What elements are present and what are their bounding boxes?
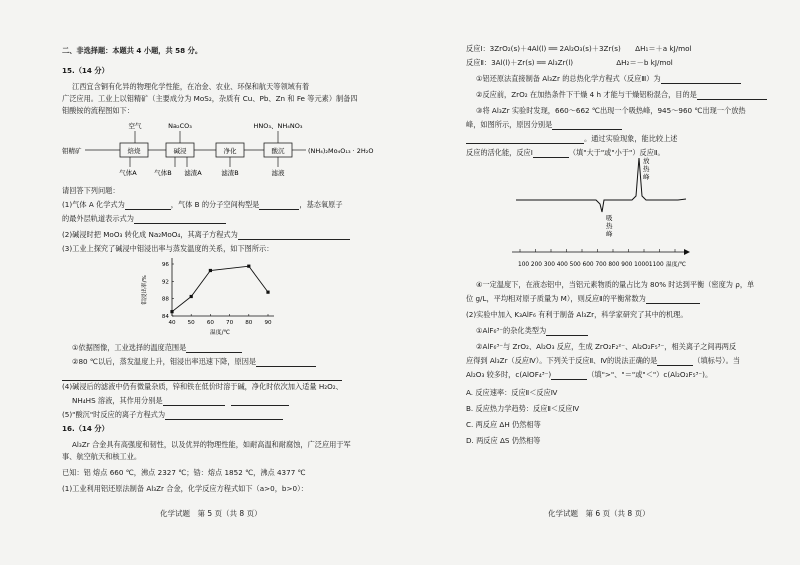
- q15-intro-1: 江西宜含铜有化异的物理化学性能，在冶金、农业、环保和航天等领域有着: [72, 82, 310, 91]
- dta-axis-label: 温度/℃: [666, 262, 687, 268]
- chart-x-tick-label: 80: [245, 320, 253, 326]
- page-6-footer: 化学试题 第 6 页（共 8 页）: [548, 509, 650, 518]
- chart-x-label: 温度/℃: [209, 330, 231, 336]
- chart-y-tick-label: 84: [161, 314, 169, 320]
- q16-2-b-2: 应得到 Al₃Zr（反应Ⅳ）。下列关于反应Ⅱ、Ⅳ的说法正确的是 （填标号）。当: [466, 356, 741, 365]
- endo-label-3: 峰: [606, 230, 613, 238]
- flow-input-na2co3: Na₂CO₃: [168, 122, 192, 130]
- page-5-footer: 化学试题 第 5 页（共 8 页）: [160, 509, 262, 518]
- exo-label-3: 峰: [643, 173, 650, 181]
- chart-data-point: [190, 295, 193, 298]
- answer-prompt: 请回答下列问题：: [62, 186, 120, 195]
- flow-input-hno3: HNO₃、NH₄NO₃: [253, 122, 303, 130]
- option-b: B. 反应热力学趋势：反应Ⅱ＜反应Ⅳ: [466, 404, 580, 413]
- q16-1-d-2: 位 g/L，平均相对原子质量为 M），则反应Ⅱ的平衡常数为: [466, 294, 700, 304]
- flow-box-roast-label: 焙烧: [127, 147, 141, 155]
- chart-x-tick-label: 90: [264, 320, 272, 326]
- flow-output-gas-a: 气体A: [119, 169, 137, 177]
- q16-2-b-3: Al₂O₃ 较多时，c(AlOF₄³⁻) （填">"、"＝"或"＜"）c(Al₂O₂F₅³⁻)。: [466, 370, 713, 379]
- q16-1-c-3: 。通过实验现象，能比较上述: [466, 134, 677, 144]
- flow-box-acid-label: 酸沉: [271, 147, 285, 155]
- option-a: A. 反应速率：反应Ⅱ＜反应Ⅳ: [466, 388, 558, 397]
- q15-4-line2: NH₄HS 溶液，其作用分别是: [72, 396, 289, 406]
- q16-heading: 16.（14 分）: [62, 424, 109, 433]
- q16-2-b: ②AlF₆³⁻与 ZrO₂、Al₂O₃ 反应，生成 ZrO₂F₂²⁻、Al₂O₂F₅³⁻，相关离子之间再两反: [476, 342, 737, 351]
- q15-4: (4)碱浸后的滤液中仍有微量杂质，锌和铁在低价时溶于碱，净化时依次加入适量 H₂O₂、: [62, 382, 343, 391]
- flow-box-purify-label: 净化: [223, 147, 237, 155]
- dta-tick-labels: 100 200 300 400 500 600 700 800 900 10001100: [518, 262, 664, 268]
- q16-intro-2: 事、航空航天和核工业。: [62, 452, 142, 461]
- exo-label-2: 热: [643, 165, 650, 173]
- q16-1: (1)工业利用铝还原法制备 Al₃Zr 合金，化学反应方程式如下（a>0，b>0）：: [62, 484, 308, 493]
- chart-y-label: 钼浸出率/%: [142, 275, 148, 305]
- option-c: C. 两反应 ΔH 仍然相等: [466, 420, 541, 429]
- chart-x-tick-label: 60: [206, 320, 214, 326]
- chart-x-tick-label: 40: [168, 320, 176, 326]
- q15-3-a: ①依据图像，工业选择的温度范围是: [72, 343, 242, 353]
- flow-product: (NH₄)₂Mo₄O₁₃ · 2H₂O: [308, 147, 374, 155]
- flow-output-residue-b: 滤渣B: [221, 169, 239, 177]
- process-flow-diagram: [60, 118, 380, 180]
- chart-data-point: [170, 310, 173, 313]
- chart-series-line: [172, 266, 268, 312]
- chart-data-point: [266, 291, 269, 294]
- flow-output-filtrate: 滤液: [271, 169, 285, 177]
- q16-1-c-2: 峰，如图所示，原因分别是: [466, 120, 622, 130]
- endo-label-2: 热: [606, 222, 613, 230]
- q16-1-a: ①铝还原法直接制备 Al₃Zr 的总热化学方程式（反应Ⅲ）为: [476, 74, 741, 84]
- q16-2: (2)实验中加入 K₃AlF₆ 有利于制备 Al₃Zr，科学家研究了其中的机理。: [466, 310, 688, 319]
- option-d: D. 两反应 ΔS 仍然相等: [466, 436, 541, 445]
- q16-1-b: ②反应前，ZrO₂ 在加热条件下干燥 4 h 才能与干燥铝粉混合，目的是: [476, 90, 767, 100]
- flow-input-air: 空气: [128, 122, 142, 130]
- chart-data-point: [209, 269, 212, 272]
- chart-x-tick-label: 70: [226, 320, 234, 326]
- q15-3-b: ②80 ℃以后，蒸发温度上升，钼浸出率迅速下降，原因是: [72, 357, 316, 367]
- q15-1-line2: 的最外层轨道表示式为: [62, 214, 226, 224]
- q15-intro-3: 钼酸铵的流程图如下：: [62, 106, 134, 115]
- leach-rate-chart: [140, 254, 280, 338]
- q15-heading: 15.（14 分）: [62, 66, 109, 75]
- exo-label-1: 放: [643, 157, 650, 165]
- section-header: 二、非选择题：本题共 4 小题，共 58 分。: [62, 46, 203, 55]
- chart-y-tick-label: 92: [161, 279, 169, 286]
- reaction-1: 反应Ⅰ：3ZrO₂(s)＋4Al(l) ══ 2Al₂O₃(s)＋3Zr(s) ΔH₁＝＋a kJ/mol: [466, 44, 692, 53]
- endo-label-1: 吸: [606, 214, 613, 222]
- flow-output-gas-b: 气体B: [154, 169, 172, 177]
- flow-output-residue-a: 滤渣A: [184, 169, 202, 177]
- q15-5: (5)"酸沉"时反应的离子方程式为: [62, 410, 283, 420]
- q16-known: 已知：铝 熔点 660 ℃，沸点 2327 ℃；锆：熔点 1852 ℃，沸点 4377 ℃: [62, 468, 306, 477]
- reaction-2: 反应Ⅱ：3Al(l)＋Zr(s) ══ Al₃Zr(l) ΔH₂＝－b kJ/mol: [466, 58, 673, 67]
- q16-1-d: ④一定温度下，在液态铝中，当铝元素物质的量占比为 80% 时达到平衡（密度为 ρ，单: [476, 280, 755, 289]
- q15-3-b-blank: [62, 371, 342, 381]
- chart-y-tick-label: 96: [161, 262, 169, 268]
- dta-curve-figure: [508, 152, 718, 274]
- page-6: [400, 0, 800, 565]
- chart-x-tick-label: 50: [187, 320, 195, 326]
- q16-intro-1: Al₃Zr 合金具有高强度和韧性，以及优异的物理性能，如耐高温和耐腐蚀，广泛应用于军: [72, 440, 351, 449]
- q15-3: (3)工业上探究了碱浸中钼浸出率与蒸发温度的关系，如下图所示：: [62, 244, 274, 253]
- q15-2: (2)碱浸时把 MoO₃ 转化成 Na₂MoO₄，其离子方程式为: [62, 230, 350, 240]
- chart-data-point: [247, 265, 250, 268]
- chart-y-tick-label: 88: [161, 296, 169, 303]
- flow-start: 钼精矿: [62, 147, 82, 155]
- q16-1-c: ③将 Al₃Zr 实验时发现，660～662 ℃出现一个吸热峰，945～960 ℃出现一个放热: [476, 106, 746, 115]
- q15-intro-2: 广泛应用。工业上以钼精矿（主要成分为 MoS₂，杂质有 Cu、Pb、Zn 和 Fe 等元素）制备四: [62, 94, 358, 103]
- dta-curve: [516, 158, 686, 212]
- q15-1: (1)气体 A 化学式为 ，气体 B 的分子空间构型是 ，基态氧原子: [62, 200, 343, 209]
- q16-2-a: ①AlF₆³⁻的杂化类型为: [476, 326, 588, 336]
- q16-1-c-4: 反应的活化能，反应Ⅰ （填"大于"或"小于"）反应Ⅱ。: [466, 148, 665, 157]
- flow-box-leach-label: 碱浸: [173, 147, 187, 155]
